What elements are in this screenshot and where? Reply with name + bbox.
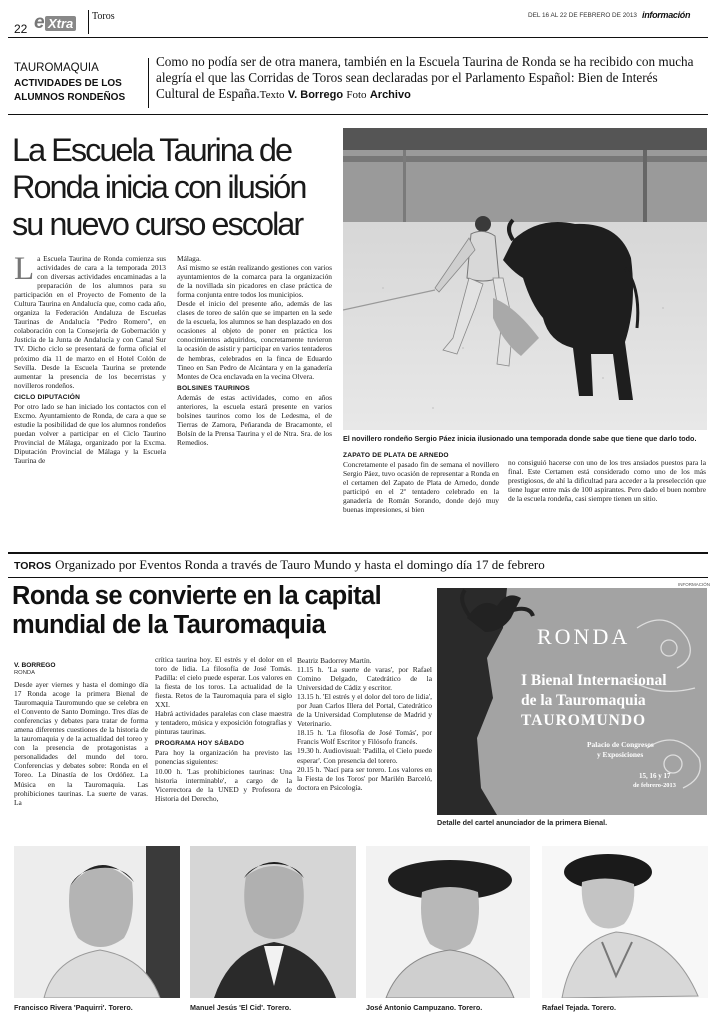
poster-line3: TAUROMUNDO — [521, 712, 647, 729]
caption-el-cid: Manuel Jesús 'El Cid'. Torero. — [190, 1003, 292, 1012]
portrait-tejada-art — [542, 846, 708, 998]
article2-col3 — [297, 656, 432, 792]
novillero-photo-caption: El novillero rondeño Sergio Páez inicia ilusionado una temporada donde sabe que tiene que darlo todo. — [343, 434, 697, 443]
article2-standfirst: Organizado por Eventos Ronda a través de Tauro Mundo y hasta el domingo día 17 de febrero — [55, 557, 545, 572]
article2-standfirst-line — [14, 556, 704, 574]
article1-col3 — [343, 448, 499, 514]
article1-kicker-sub-2: ALUMNOS RONDEÑOS — [14, 92, 126, 103]
poster-title: RONDA — [537, 624, 631, 649]
caption-campuzano: José Antonio Campuzano. Torero. — [366, 1003, 483, 1012]
standfirst-text-label: Texto — [259, 89, 285, 101]
header-divider-vertical — [88, 10, 89, 34]
standfirst-text: Como no podía ser de otra manera, también en la Escuela Taurina de Ronda se ha recibido con mucha alegría el que las Corridas de Toros sean declaradas por el Parlamento Español: Bien de Interés Cultural de España. — [156, 54, 694, 101]
dropcap: L — [14, 251, 35, 287]
article2-kicker: TOROS — [14, 560, 52, 572]
bullfight-scene-illustration — [343, 128, 707, 430]
article2-col3-text: Beatriz Badorrey Martín. 11.15 h. 'La suerte de varas', por Rafael Comino Delgado, Catedrático de la Universidad de Cádiz y escritor. 13.15 h. 'El estrés y el dolor del toro de lidia', por Juan Carlos Illera del Portal, Catedrático de la Universidad Complutense de Madrid y Veterinario. 18.15 h. 'La filosofía de José Tomás', por Francis Wolf Escritor y Filósofo francés. 19.30 h. Audiovisual: 'Padilla, el Cielo puede esperar'. Con presencia del torero. 20.15 h. 'Nací para ser torero. Los valores en la Fiesta de los Toros' por Marilén Barceló, doctora en Psicología. — [297, 656, 432, 792]
portrait-el-cid-art — [190, 846, 356, 998]
poster-caption: Detalle del cartel anunciador de la primera Bienal. — [437, 818, 608, 827]
poster-venue-2: y Exposiciones — [597, 750, 644, 759]
poster-dates-1: 15, 16 y 17 — [639, 772, 671, 780]
article2-byline: V. BORREGO — [14, 662, 56, 669]
article2-standfirst-rule — [8, 577, 708, 578]
info-label: INFORMACIÓN — [678, 582, 710, 587]
logo-main: Xtra — [45, 16, 76, 31]
subhead-bolsines-taurinos: BOLSINES TAURINOS — [177, 384, 250, 392]
standfirst-rule — [8, 114, 708, 115]
article2-col2-b: Para hoy la organización ha previsto las ponencias siguientes: 10.00 h. 'Las prohibiciones taurinas: Una historia interminable', a cargo de la Vicerrectora de la UNED y Profesora de Historia del Derecho, — [155, 748, 292, 803]
extra-logo — [34, 12, 84, 36]
article2-col2-a: crítica taurina hoy. El estrés y el dolor en el toro de lidia. La filosofía de José Tomás. Padilla: el cielo puede esperar. Los valores en la fiesta de los toros. La actualidad de la fiesta. Retos de la Tauromaquia para el siglo XXI. Habrá actividades paralelas con clase maestra y tentadero, música y exposición fotografías y pinturas taurinas. — [155, 655, 292, 737]
portrait-el-cid — [190, 846, 356, 998]
article1-col4 — [508, 458, 706, 503]
portrait-campuzano — [366, 846, 530, 998]
article1-col1-intro: a Escuela Taurina de Ronda comienza sus actividades de cara a la temporada 2013 con diversas actividades encaminadas a la preparación de los alumnos para su participación en el Proyecto de Fomento de la Cultura Taurina en Andalucía que, como cada año, organiza la Federación Andaluza de Escuelas Taurinas de Andalucía "Pedro Romero", en colaboración con la Consejería de Gobernación y Justicia de la Junta de Andalucía y con Canal Sur TV. Dicho ciclo se presentará de forma oficial el próximo día 11 de marzo en el Hotel Colón de Sevilla. Desde la Escuela Taurina se pretende aumentar la presencia de los becerristas y novilleros rondeños. — [14, 254, 166, 390]
article2-headline: Ronda se convierte en la capital mundial de la Tauromaquia — [12, 582, 382, 639]
poster-dates-2: de febrero-2013 — [633, 782, 676, 789]
article1-col4-text: no consiguió hacerse con uno de los tres ansiados puestos para la final. Este Certamen está considerado como uno de los más prestigiosos, de ahí la dificultad para acceder a la preselección que tiene lugar entre más de 100 aspirantes. Pero dado el buen nombre de la escuela rondeña, casi siempre tienen un sitio. — [508, 458, 706, 504]
article2-top-rule — [8, 552, 708, 554]
bienal-poster — [437, 588, 707, 815]
page-number: 22 — [14, 22, 28, 36]
article1-kicker: TAUROMAQUIA — [14, 62, 99, 74]
article1-standfirst — [156, 54, 704, 103]
header-date: DEL 16 AL 22 DE FEBRERO DE 2013 — [528, 12, 637, 19]
poster-venue-1: Palacio de Congresos — [587, 740, 654, 749]
standfirst-photo-label: Foto — [346, 89, 367, 101]
standfirst-author: V. Borrego — [287, 89, 344, 101]
article2-col1 — [14, 680, 148, 807]
kicker-divider — [148, 58, 149, 108]
poster-line2: de la Tauromaquia — [521, 692, 646, 709]
header-rule — [8, 37, 708, 38]
novillero-photo — [343, 128, 707, 430]
article1-col2-b: Además de estas actividades, como en años anteriores, la escuela estará presente en varios bolsines taurinos como los de Ledesma, el de Tierras de Zamora, Peñaranda de Bracamonte, el Bolsín de la Prensa Taurina y el de Ntra. Sra. de los Remedios. — [177, 392, 332, 447]
article1-col1 — [14, 251, 166, 465]
subhead-zapato-de-plata: ZAPATO DE PLATA DE ARNEDO — [343, 452, 449, 459]
portrait-campuzano-art — [366, 846, 530, 998]
poster-line1: I Bienal Internacional — [521, 672, 667, 689]
portrait-paquirri-art — [14, 846, 180, 998]
article2-col1-text: Desde ayer viernes y hasta el domingo día 17 Ronda acoge la primera Bienal de Tauromaquia Tauromundo que se celebra en el Convento de Santo Domingo. Tres días de conferencias y debates para tratar de forma amena diferentes cuestiones de la historia de la tauromaquia y de la actualidad del toreo y con la presencia de protagonistas a personalidades del mundo del toro. Conferencias y debates sobre: Ronda en el Toreo. La Dinastía de los Ordóñez. La Música en la Tauromaquia. Las prohibiciones taurinas. La suerte de varas. La — [14, 680, 148, 807]
logo-prefix: e — [34, 12, 45, 33]
article1-col3-text: Concretamente el pasado fin de semana el novillero Sergio Páez, tuvo ocasión de representar a Ronda en el certamen del Zapato de Plata de Arnedo, donde participó en el 2º tentadero celebrado en la ganadería de Román Sorando, donde dejó muy buenas impresiones, si bien — [343, 460, 499, 515]
article2-col2 — [155, 655, 292, 803]
subhead-programa-hoy-sabado: PROGRAMA HOY SÁBADO — [155, 740, 245, 748]
standfirst-photo-source: Archivo — [369, 89, 411, 101]
section-name: Toros — [92, 11, 115, 22]
article1-col2 — [177, 254, 332, 447]
caption-tejada: Rafael Tejada. Torero. — [542, 1003, 617, 1012]
portrait-tejada — [542, 846, 708, 998]
caption-paquirri: Francisco Rivera 'Paquirri'. Torero. — [14, 1003, 133, 1012]
portrait-paquirri — [14, 846, 180, 998]
article1-headline: La Escuela Taurina de Ronda inicia con ilusión su nuevo curso escolar — [12, 132, 306, 242]
subhead-ciclo-diputacion: CICLO DIPUTACIÓN — [14, 393, 81, 401]
article1-col2-a: Málaga. Así mismo se están realizando gestiones con varios ayuntamientos de la comarca para la organización de la novillada sin picadores en clase práctica de forma conjunta entre todos los municipios. Desde el inicio del presente año, además de las clases de toreo de salón que se imparten en la sede de la escuela, los alumnos se han desplazado en dos ocasiones al objeto de poner en práctica los conocimientos adquiridos, concretamente tuvieron la ocasión de asistir y participar en varios tentaderos de hembras, celebrados en la finca de Eduardo Tineo en San Pedro de Alcántara y en la ganadería Montes de Oca enclavada en la vecina Olvera. — [177, 254, 332, 381]
article2-byline-place: RONDA — [14, 670, 35, 676]
brand-logo: información — [642, 10, 691, 20]
article1-kicker-sub-1: ACTIVIDADES DE LOS — [14, 78, 122, 89]
article1-col1-b: Por otro lado se han iniciado los contactos con el Excmo. Ayuntamiento de Ronda, de cara a que se estudie la posibilidad de que los alumnos rondeños puedan volver a participar en el Ciclo Taurino Provincial de Málaga, organizado por la Excma. Diputación Provincial de Málaga y la Escuela Taurina de — [14, 401, 166, 465]
